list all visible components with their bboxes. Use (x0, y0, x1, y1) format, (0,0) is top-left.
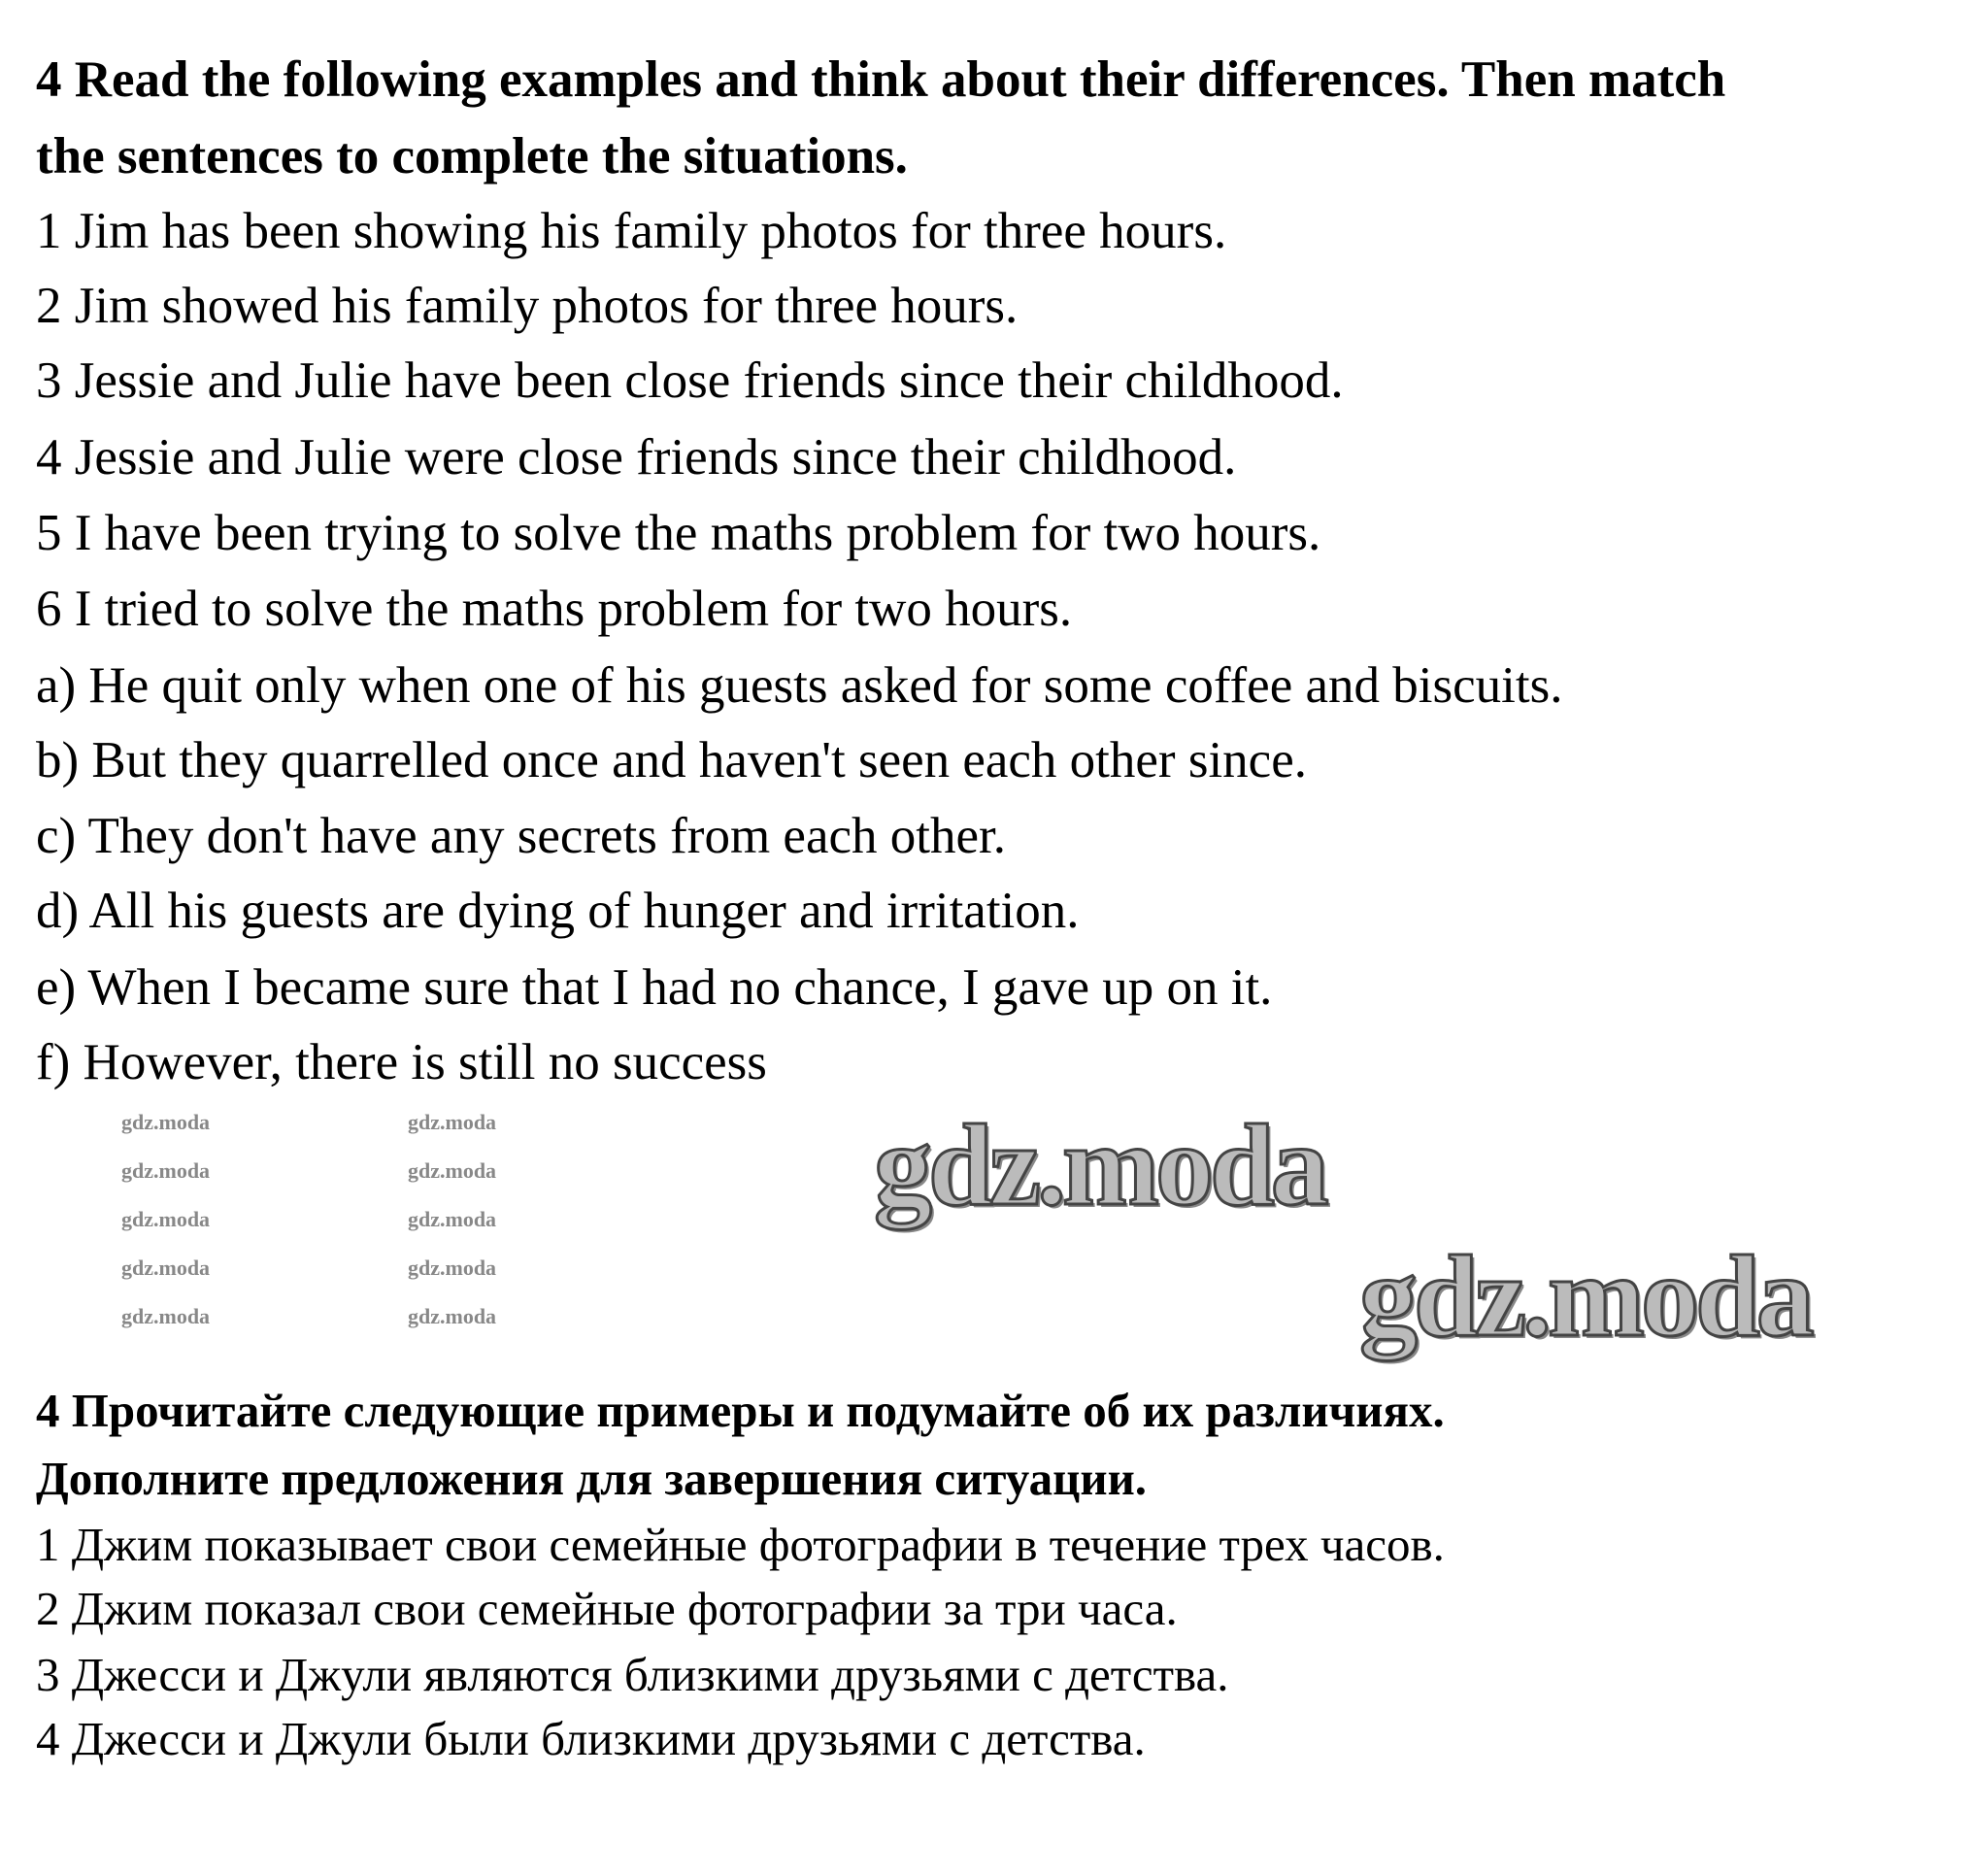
russian-sentence: 3 Джесси и Джули являются близкими друзьями с детства. (36, 1648, 1229, 1701)
russian-sentence: 1 Джим показывает свои семейные фотографии в течение трех часов. (36, 1518, 1445, 1571)
russian-sentence: 4 Джесси и Джули были близкими друзьями с детства. (36, 1712, 1146, 1765)
watermark-small: gdz.moda (121, 1256, 211, 1280)
english-heading-line-2: the sentences to complete the situations. (36, 128, 908, 184)
option: d) All his guests are dying of hunger and irritation. (36, 883, 1080, 939)
english-heading-line-1: 4 Read the following examples and think about their differences. Then match (36, 51, 1726, 108)
sentence: 3 Jessie and Julie have been close friends since their childhood. (36, 352, 1344, 409)
watermark-small: gdz.moda (121, 1158, 211, 1183)
sentence: 1 Jim has been showing his family photos for three hours. (36, 203, 1227, 259)
russian-sentence: 2 Джим показал свои семейные фотографии за три часа. (36, 1582, 1178, 1635)
option: e) When I became sure that I had no chance, I gave up on it. (36, 959, 1273, 1016)
watermark-large: gdz.moda (874, 1100, 1325, 1229)
sentence: 4 Jessie and Julie were close friends since their childhood. (36, 429, 1237, 486)
option: a) He quit only when one of his guests asked for some coffee and biscuits. (36, 657, 1563, 714)
sentence: 2 Jim showed his family photos for three hours. (36, 278, 1019, 334)
watermark-small: gdz.moda (121, 1304, 211, 1328)
watermark-large: gdz.moda (1359, 1231, 1811, 1360)
sentence: 6 I tried to solve the maths problem for two hours. (36, 581, 1073, 637)
watermark-small: gdz.moda (408, 1158, 497, 1183)
watermark-small: gdz.moda (121, 1207, 211, 1231)
sentence: 5 I have been trying to solve the maths problem for two hours. (36, 505, 1321, 561)
watermark-small: gdz.moda (121, 1110, 211, 1134)
watermark-small: gdz.moda (408, 1110, 497, 1134)
option: f) However, there is still no success (36, 1034, 767, 1090)
watermark-small: gdz.moda (408, 1256, 497, 1280)
russian-heading-line-1: 4 Прочитайте следующие примеры и подумайте об их различиях. (36, 1384, 1445, 1437)
watermark-small: gdz.moda (408, 1207, 497, 1231)
option: b) But they quarrelled once and haven't seen each other since. (36, 732, 1307, 788)
option: c) They don't have any secrets from each other. (36, 808, 1006, 864)
russian-heading-line-2: Дополните предложения для завершения ситуации. (36, 1452, 1148, 1505)
watermark-small: gdz.moda (408, 1304, 497, 1328)
